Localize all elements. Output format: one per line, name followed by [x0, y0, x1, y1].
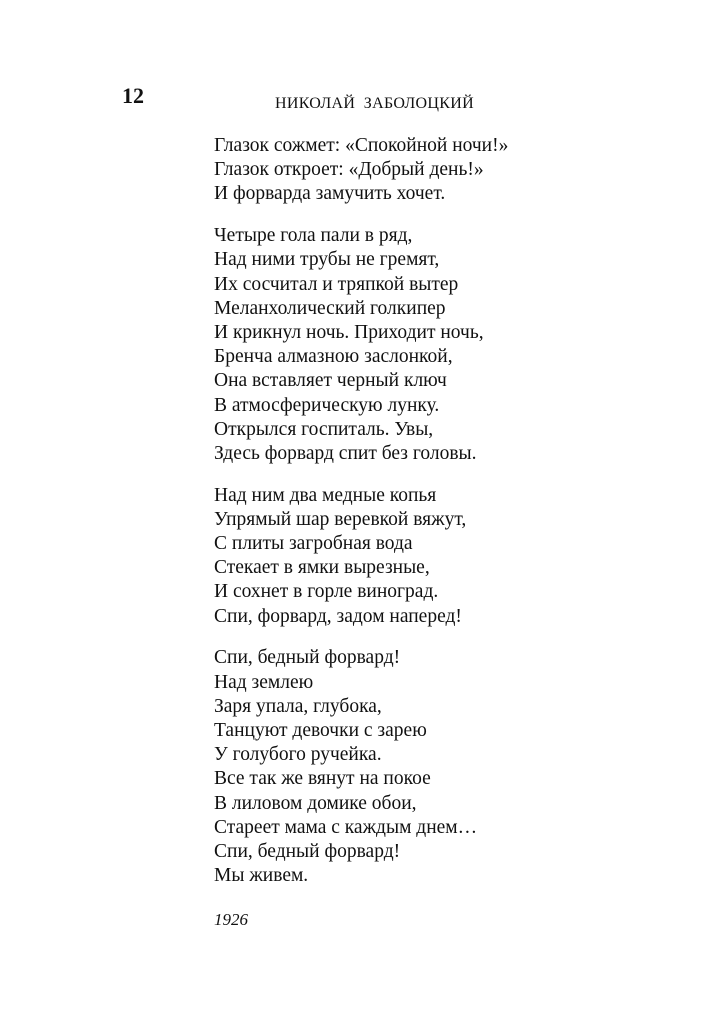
poem-line: Стареет мама с каждым днем…: [214, 816, 478, 838]
poem-line: Над землею: [214, 671, 314, 693]
poem-line: В лиловом домике обои,: [214, 792, 417, 814]
poem-body: [214, 134, 674, 906]
stanza-3: [214, 484, 674, 629]
poem-line: Здесь форвард спит без головы.: [214, 442, 477, 464]
poem-line: Над ним два медные копья: [214, 484, 437, 506]
poem-line: Упрямый шар веревкой вяжут,: [214, 508, 467, 530]
poem-line: Четыре гола пали в ряд,: [214, 225, 413, 247]
poem-line: Открылся госпиталь. Увы,: [214, 418, 434, 440]
stanza-1: [214, 134, 674, 207]
poem-line: В атмосферическую лунку.: [214, 394, 440, 416]
poem-line: Танцуют девочки с зарею: [214, 719, 427, 741]
poem-line: Все так же вянут на покое: [214, 768, 431, 790]
poem-line: И форварда замучить хочет.: [214, 183, 446, 205]
stanza-2: [214, 224, 674, 466]
page-number: 12: [122, 83, 144, 108]
poem-line: Спи, форвард, задом наперед!: [214, 605, 462, 627]
poem-line: Стекает в ямки вырезные,: [214, 557, 430, 579]
poem-line: Она вставляет черный ключ: [214, 370, 447, 392]
poem-line: Их сосчитал и тряпкой вытер: [214, 273, 459, 295]
stanza-4: [214, 646, 674, 888]
poem-line: Спи, бедный форвард!: [214, 840, 401, 862]
poem-line: С плиты загробная вода: [214, 533, 413, 555]
poem-line: Глазок сожмет: «Спокойной ночи!»: [214, 135, 509, 156]
poem-line: Заря упала, глубока,: [214, 695, 382, 717]
poem-date: 1926: [214, 910, 248, 929]
poem-line: Над ними трубы не гремят,: [214, 249, 440, 271]
poem-line: У голубого ручейка.: [214, 744, 382, 766]
poem-line: И крикнул ночь. Приходит ночь,: [214, 321, 484, 343]
running-head-author: НИКОЛАЙ ЗАБОЛОЦКИЙ: [275, 95, 474, 112]
poem-line: И сохнет в горле виноград.: [214, 581, 439, 603]
poem-line: Глазок откроет: «Добрый день!»: [214, 159, 484, 181]
poem-line: Бренча алмазною заслонкой,: [214, 346, 453, 368]
poem-line: Меланхолический голкипер: [214, 297, 446, 319]
poem-line: Мы живем.: [214, 865, 309, 887]
poem-line: Спи, бедный форвард!: [214, 647, 401, 669]
